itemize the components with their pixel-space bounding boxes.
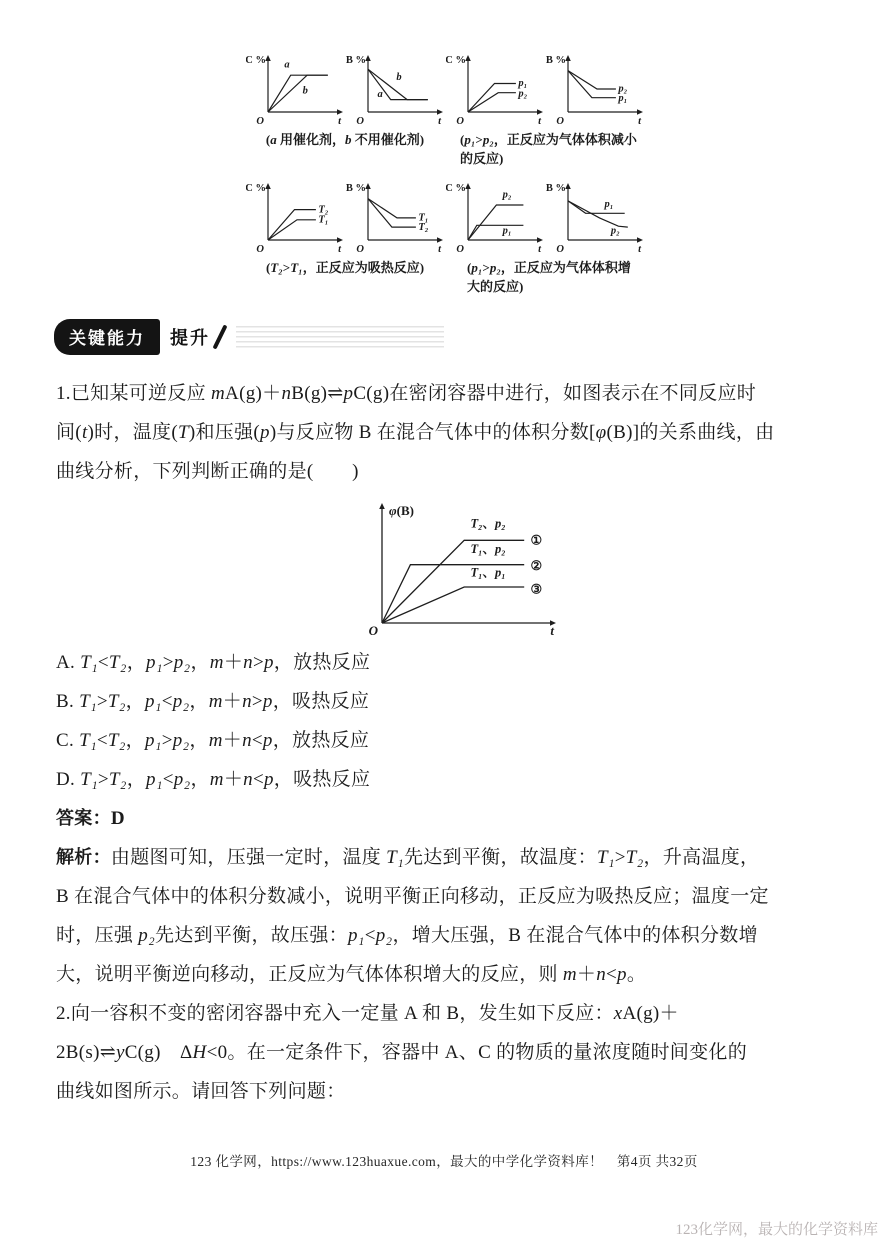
caption-pressure-increase-text: (p₁>p₂，正反应为气体体积增大的反应): [467, 260, 631, 294]
svg-text:t: t: [638, 244, 641, 255]
svg-text:t: t: [338, 116, 341, 127]
svg-text:O: O: [368, 623, 378, 638]
chart-pressure-increase-c-percent: [446, 178, 546, 256]
chart-catalyst-c-percent: [246, 50, 346, 128]
svg-text:T₂、p₂: T₂、p₂: [470, 516, 506, 531]
caption-catalyst: (a 用催化剂，b 不用催化剂): [265, 132, 425, 147]
svg-text:p₁: p₁: [618, 92, 628, 104]
svg-text:B %: B %: [546, 183, 566, 194]
svg-text:O: O: [456, 116, 464, 127]
caption-temperature: (T₂>T₁，正反应为吸热反应): [265, 260, 425, 275]
badge-tail-decoration: [213, 324, 228, 349]
question1-figure-phiB-vs-t: [346, 495, 561, 641]
promote-label: 提升: [170, 328, 210, 349]
question2-line: 2B(s)⇌yC(g) ΔH<0。在一定条件下，容器中 A、C 的物质的量浓度随时间变化的: [56, 1042, 747, 1063]
svg-text:t: t: [550, 623, 554, 638]
svg-text:a: a: [284, 59, 290, 71]
stripes-decoration: [236, 326, 444, 348]
svg-text:p₂: p₂: [518, 88, 528, 100]
svg-text:①: ①: [530, 532, 543, 548]
answer-label: 答案：: [56, 808, 111, 829]
answer-line: [56, 799, 848, 838]
chart-pressure-increase-b-percent: [546, 178, 646, 256]
caption-row-2: [246, 258, 676, 296]
graph-row-1: [246, 50, 676, 128]
svg-text:O: O: [556, 116, 564, 127]
svg-text:C %: C %: [246, 183, 266, 194]
svg-text:t: t: [538, 244, 541, 255]
analysis-line: 时，压强 p₂先达到平衡，故压强：p₁<p₂，增大压强，B 在混合气体中的体积分数增: [56, 925, 758, 946]
chart-catalyst-b-percent: [346, 50, 446, 128]
svg-text:O: O: [356, 116, 364, 127]
svg-text:C %: C %: [246, 55, 266, 66]
analysis-label: 解析：: [56, 847, 111, 868]
equilibrium-graphs-panel: [246, 0, 676, 296]
svg-text:b: b: [396, 71, 402, 83]
question1-line: 1.已知某可逆反应 mA(g)＋nB(g)⇌pC(g)在密闭容器中进行，如图表示在不同反应时: [56, 383, 757, 404]
answer-value: D: [110, 808, 125, 829]
caption-pressure-increase: [444, 258, 662, 296]
svg-text:t: t: [538, 116, 541, 127]
question2-line: 曲线如图所示。请回答下列问题：: [56, 1081, 346, 1102]
svg-text:p₁: p₁: [502, 225, 512, 237]
svg-text:B %: B %: [546, 55, 566, 66]
svg-text:C %: C %: [446, 183, 466, 194]
svg-text:③: ③: [530, 581, 543, 597]
svg-text:T₁: T₁: [318, 214, 329, 226]
analysis-line: [56, 838, 848, 877]
question2-line: 2.向一容积不变的密闭容器中充入一定量 A 和 B，发生如下反应：xA(g)＋: [56, 1003, 679, 1024]
analysis-text: 由题图可知，压强一定时，温度 T₁先达到平衡，故温度：T₁>T₂，升高温度，: [110, 847, 760, 868]
svg-text:T₂: T₂: [418, 221, 429, 233]
svg-text:p₂: p₂: [502, 189, 512, 201]
svg-text:O: O: [556, 244, 564, 255]
svg-text:φ(B): φ(B): [389, 503, 414, 518]
analysis-line: B 在混合气体中的体积分数减小，说明平衡正向移动，正反应为吸热反应；温度一定: [56, 886, 769, 907]
option-a: A. T₁<T₂，p₁>p₂，m＋n>p，放热反应: [56, 652, 371, 673]
svg-text:t: t: [638, 116, 641, 127]
question1-line: 曲线分析，下列判断正确的是( ): [56, 461, 359, 482]
svg-text:B %: B %: [346, 55, 366, 66]
option-b: B. T₁>T₂，p₁<p₂，m＋n>p，吸热反应: [56, 691, 370, 712]
chart-pressure-decrease-c-percent: [446, 50, 546, 128]
svg-text:O: O: [256, 116, 264, 127]
page-footer: 123 化学网，https://www.123huaxue.com，最大的中学化学资料库！ 第4页 共32页: [190, 1154, 698, 1169]
svg-text:T₁、p₂: T₁、p₂: [470, 542, 506, 557]
svg-text:O: O: [256, 244, 264, 255]
option-c: C. T₁<T₂，p₁>p₂，m＋n<p，放热反应: [56, 730, 370, 751]
svg-text:T₁: T₁: [418, 212, 429, 224]
chart-temperature-c-percent: [246, 178, 346, 256]
caption-pressure-decrease-text: (p₁>p₂，正反应为气体体积减小的反应): [460, 132, 637, 166]
svg-text:t: t: [438, 244, 441, 255]
svg-text:T₂: T₂: [318, 204, 329, 216]
svg-text:p₁: p₁: [518, 78, 528, 90]
watermark: 123化学网，最大的化学资料库: [675, 1222, 878, 1238]
svg-text:a: a: [377, 88, 383, 100]
question1-line: 间(t)时，温度(T)和压强(p)与反应物 B 在混合气体中的体积分数[φ(B)]的关系曲线，由: [56, 422, 775, 443]
svg-text:B %: B %: [346, 183, 366, 194]
svg-text:p₂: p₂: [610, 225, 620, 237]
key-ability-badge: 关键能力: [54, 319, 160, 355]
caption-row-1: [246, 130, 676, 168]
chart-temperature-b-percent: [346, 178, 446, 256]
svg-text:②: ②: [530, 558, 543, 573]
svg-text:T₁、p₁: T₁、p₁: [470, 565, 506, 580]
svg-text:O: O: [456, 244, 464, 255]
section-header: [54, 320, 888, 354]
graph-row-2: [246, 178, 676, 256]
analysis-line: 大，说明平衡逆向移动，正反应为气体体积增大的反应，则 m＋n<p。: [56, 964, 647, 985]
svg-text:t: t: [438, 116, 441, 127]
svg-text:t: t: [338, 244, 341, 255]
option-d: D. T₁>T₂，p₁<p₂，m＋n<p，吸热反应: [56, 769, 371, 790]
chart-pressure-decrease-b-percent: [546, 50, 646, 128]
svg-text:p₂: p₂: [618, 83, 628, 95]
svg-text:O: O: [356, 244, 364, 255]
svg-text:b: b: [302, 85, 308, 97]
caption-pressure-decrease: [444, 130, 662, 168]
svg-text:C %: C %: [446, 55, 466, 66]
main-content: [56, 374, 848, 1111]
svg-text:p₁: p₁: [604, 198, 614, 210]
